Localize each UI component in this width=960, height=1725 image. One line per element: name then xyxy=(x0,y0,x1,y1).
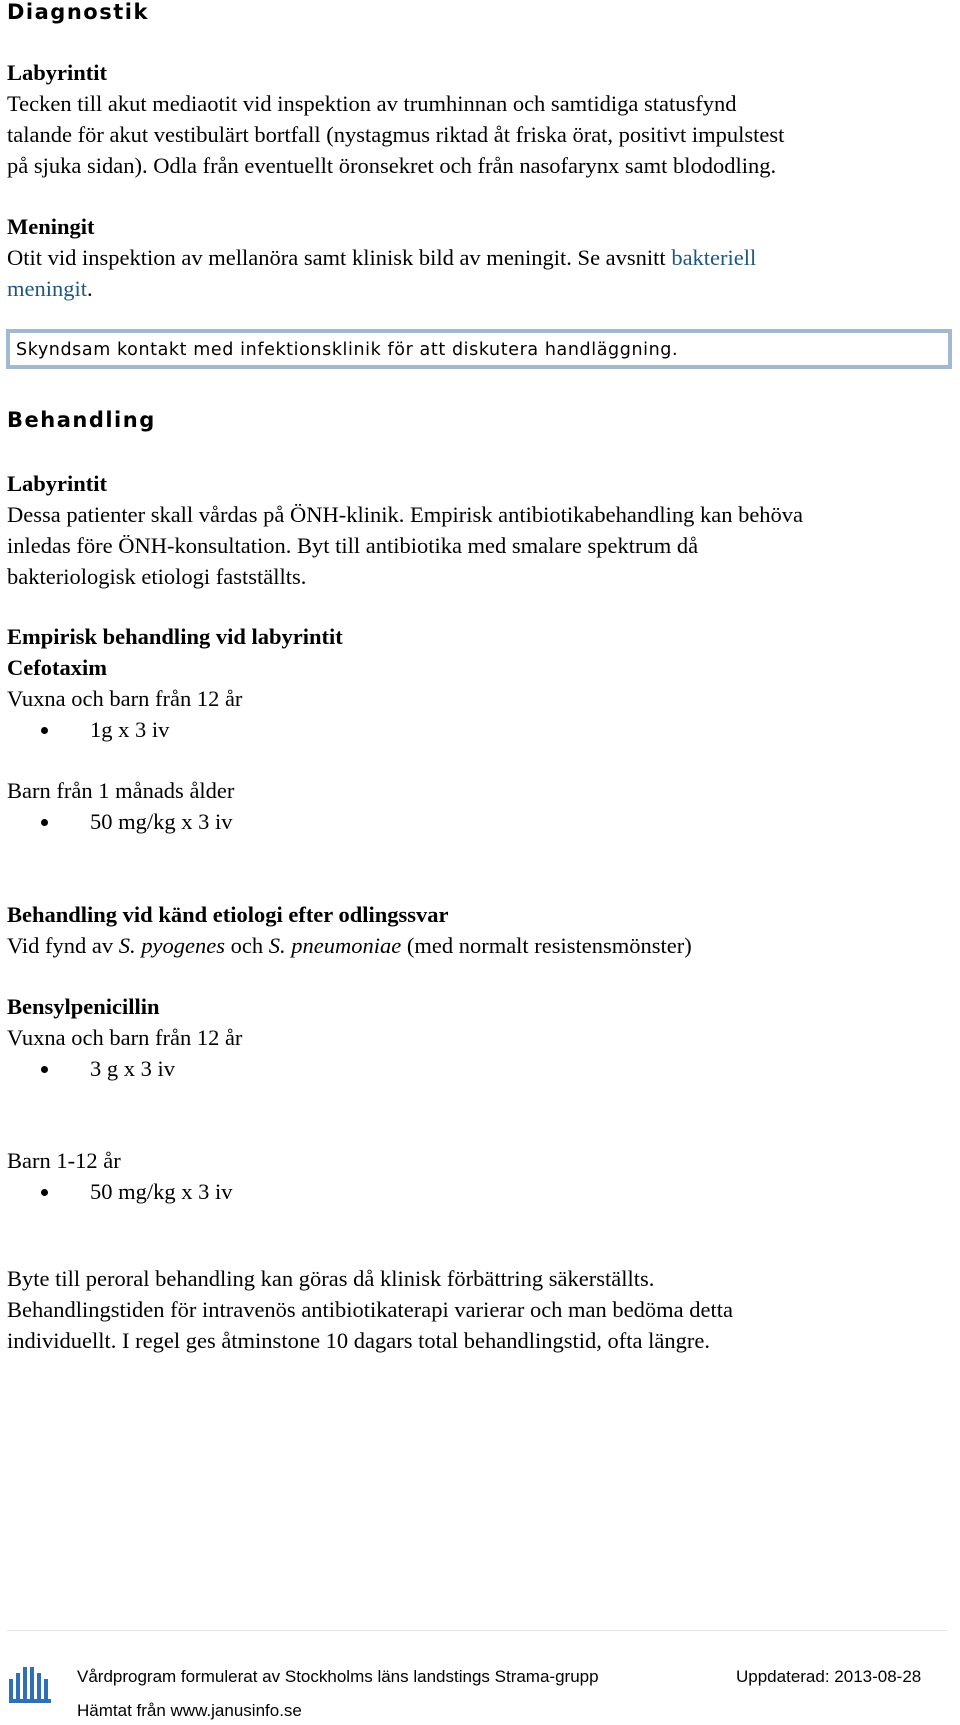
paragraph-line: inledas före ÖNH-konsultation. Byt till antibiotika med smalare spektrum då xyxy=(7,533,699,558)
footer-divider xyxy=(7,1630,947,1631)
organism: S. pneumoniae xyxy=(268,933,402,958)
link-bakteriell[interactable]: bakteriell xyxy=(671,245,757,270)
subheading-labyrintit: Labyrintit xyxy=(7,471,108,496)
paragraph-line: Behandlingstiden för intravenös antibiotikaterapi varierar och man bedöma detta xyxy=(7,1297,733,1322)
text: och xyxy=(224,933,269,958)
paragraph-line: Byte till peroral behandling kan göras då klinisk förbättring säkerställts. xyxy=(7,1266,655,1291)
paragraph-line xyxy=(7,930,692,961)
patient-group: Barn från 1 månads ålder xyxy=(7,778,235,803)
paragraph-line: talande för akut vestibulärt bortfall (nystagmus riktad åt friska örat, positivt impulstest xyxy=(7,122,785,147)
section-heading-diagnostik: Diagnostik xyxy=(7,0,149,24)
callout-box: Skyndsam kontakt med infektionsklinik för att diskutera handläggning. xyxy=(6,329,952,369)
paragraph-line: på sjuka sidan). Odla från eventuellt öronsekret och från nasofarynx samt blododling. xyxy=(7,153,777,178)
subheading-empirisk: Empirisk behandling vid labyrintit xyxy=(7,624,343,649)
link-meningit[interactable]: meningit xyxy=(7,276,87,301)
dose: 50 mg/kg x 3 iv xyxy=(90,809,233,834)
footer-source-link[interactable]: Hämtat från www.janusinfo.se xyxy=(77,1701,302,1720)
patient-group: Vuxna och barn från 12 år xyxy=(7,686,243,711)
paragraph-line: individuellt. I regel ges åtminstone 10 dagars total behandlingstid, ofta längre. xyxy=(7,1328,710,1353)
patient-group: Vuxna och barn från 12 år xyxy=(7,1025,243,1050)
janusinfo-logo-icon xyxy=(9,1665,53,1705)
subheading-labyrintit: Labyrintit xyxy=(7,60,108,85)
patient-group: Barn 1-12 år xyxy=(7,1148,121,1173)
footer-program-text: Vårdprogram formulerat av Stockholms läns landstings Strama-grupp xyxy=(77,1667,599,1686)
organism: S. pyogenes xyxy=(118,933,225,958)
paragraph-line xyxy=(7,242,756,273)
text: (med normalt resistensmönster) xyxy=(401,933,692,958)
subheading-meningit: Meningit xyxy=(7,214,95,239)
paragraph-line: Tecken till akut mediaotit vid inspektion av trumhinnan och samtidiga statusfynd xyxy=(7,91,737,116)
drug-name: Cefotaxim xyxy=(7,655,107,680)
subheading-kand-etiologi: Behandling vid känd etiologi efter odlingssvar xyxy=(7,902,449,927)
text: Vid fynd av xyxy=(7,933,119,958)
paragraph-line: Dessa patienter skall vårdas på ÖNH-klinik. Empirisk antibiotikabehandling kan behöva xyxy=(7,502,804,527)
section-heading-behandling: Behandling xyxy=(7,408,156,432)
paragraph-line xyxy=(7,273,93,304)
drug-name: Bensylpenicillin xyxy=(7,994,160,1019)
dose: 50 mg/kg x 3 iv xyxy=(90,1179,233,1204)
dose: 1g x 3 iv xyxy=(90,717,170,742)
paragraph-line: bakteriologisk etiologi fastställts. xyxy=(7,564,307,589)
dose: 3 g x 3 iv xyxy=(90,1056,176,1081)
footer-updated-date: Uppdaterad: 2013-08-28 xyxy=(736,1667,922,1686)
period: . xyxy=(87,276,93,301)
meningit-text: Otit vid inspektion av mellanöra samt klinisk bild av meningit. Se avsnitt xyxy=(7,245,672,270)
